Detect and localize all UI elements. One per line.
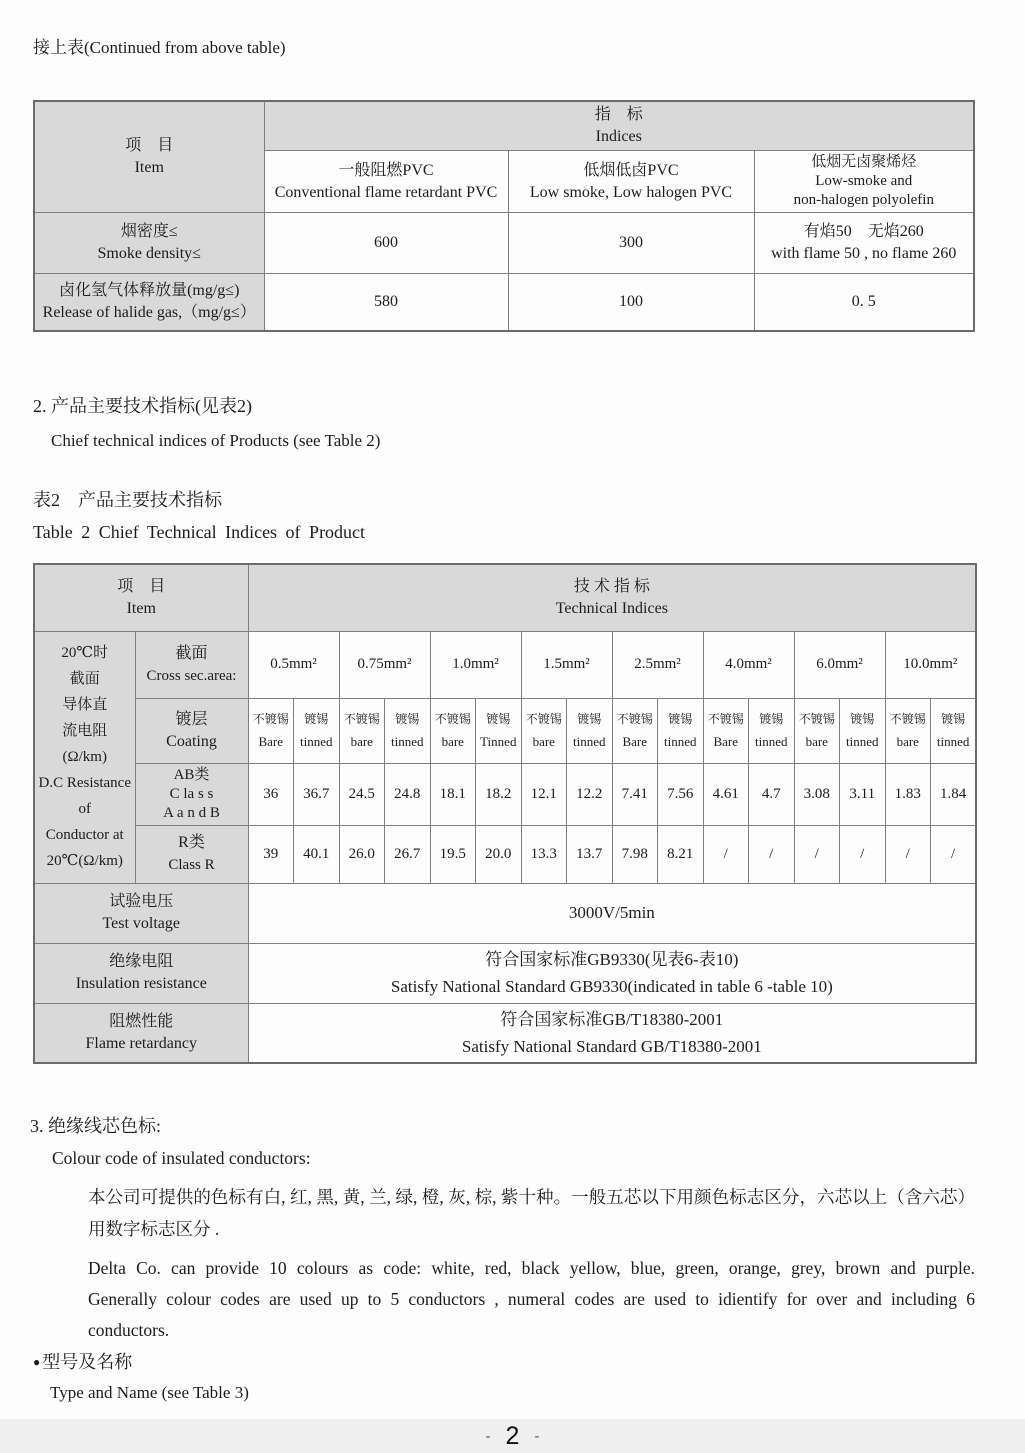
col0-zh: 一般阻燃PVC	[338, 161, 434, 179]
dc-line: D.C Resistance	[38, 775, 131, 791]
r-value: 26.7	[385, 825, 431, 883]
r-value: /	[794, 825, 840, 883]
section3-title-en: Colour code of insulated conductors:	[52, 1148, 311, 1168]
flame-value-cell	[248, 1003, 976, 1063]
indices-header-zh: 指 标	[594, 106, 643, 123]
ab-value: 1.84	[931, 763, 977, 825]
dc-line: 20℃时	[61, 645, 109, 661]
bullet-icon: ●	[33, 1355, 41, 1369]
ab-value: 18.2	[476, 763, 522, 825]
cross-sec-label-cell	[135, 631, 248, 698]
t2-tech-en: Technical Indices	[555, 599, 668, 617]
class-ab-row	[34, 763, 976, 825]
size-cell: 1.5mm²	[521, 631, 612, 698]
ab-value: 24.5	[339, 763, 385, 825]
ab-value: 4.61	[703, 763, 749, 825]
coating-cell: 镀锡 tinned	[840, 698, 886, 763]
size-cell: 6.0mm²	[794, 631, 885, 698]
col-low-smoke-pvc	[508, 151, 754, 213]
ab-value: 3.08	[794, 763, 840, 825]
dc-line: 流电阻	[62, 723, 108, 739]
item-header-cell	[34, 101, 264, 213]
class-ab-zh: AB类	[173, 766, 210, 783]
footer-dash-right: -	[534, 1427, 540, 1445]
section3-paragraph-zh: 本公司可提供的色标有白, 红, 黑, 黄, 兰, 绿, 橙, 灰, 棕, 紫十种。一般五芯以下用颜色标志区分，六芯以上（含六芯）用数字标志区分 .	[88, 1187, 975, 1239]
table2-caption-en: Table 2 Chief Technical Indices of Product	[33, 522, 366, 542]
section3-paragraph-en: Delta Co. can provide 10 colours as code: white, red, black yellow, blue, green, orange, grey, brown and purple. Generally colour codes are used up to 5 conductors , numeral codes are used to idientify for over and including 6 conductors.	[88, 1258, 975, 1340]
col-polyolefin	[754, 151, 974, 213]
technical-indices-table	[33, 563, 977, 1064]
t2-tech-header-cell	[248, 564, 976, 631]
continued-note: 接上表(Continued from above table)	[33, 38, 286, 57]
t2-item-zh: 项 目	[117, 577, 166, 595]
smoke-density-v3	[754, 213, 974, 274]
insulation-label-cell	[34, 943, 248, 1003]
section-3	[30, 1112, 975, 1346]
r-value: /	[931, 825, 977, 883]
r-value: /	[885, 825, 931, 883]
coating-cell: 不镀锡 Bare	[703, 698, 749, 763]
r-value: 8.21	[658, 825, 704, 883]
coating-cell: 不镀锡 Bare	[248, 698, 294, 763]
smoke-density-en: Smoke density≤	[97, 245, 201, 262]
class-ab-label-cell	[135, 763, 248, 825]
class-r-en: Class R	[168, 857, 215, 873]
r-value: 7.98	[612, 825, 658, 883]
class-r-zh: R类	[178, 834, 205, 851]
ab-value: 18.1	[430, 763, 476, 825]
r-value: /	[703, 825, 749, 883]
section2-title-en: Chief technical indices of Products (see Table 2)	[51, 431, 381, 450]
coating-cell: 镀锡 tinned	[749, 698, 795, 763]
r-value: 19.5	[430, 825, 476, 883]
ab-value: 7.56	[658, 763, 704, 825]
footer-page-number: 2	[505, 1421, 520, 1450]
section4-title-zh	[33, 1348, 249, 1374]
col2-en1: Low-smoke and	[815, 173, 913, 189]
dc-resistance-label-cell	[34, 631, 135, 883]
indices-header-row	[34, 101, 974, 151]
insulation-row	[34, 943, 976, 1003]
section-4	[33, 1348, 249, 1403]
r-value: 13.3	[521, 825, 567, 883]
coating-cell: 不镀锡 bare	[885, 698, 931, 763]
col1-en: Low smoke, Low halogen PVC	[529, 183, 733, 201]
coating-cell: 不镀锡 Bare	[612, 698, 658, 763]
section4-zh-text: 型号及名称	[42, 1352, 133, 1372]
halide-gas-label-cell	[34, 274, 264, 331]
r-value: 40.1	[294, 825, 340, 883]
size-cell: 2.5mm²	[612, 631, 703, 698]
r-value: 39	[248, 825, 294, 883]
class-ab-en2: A a n d B	[163, 804, 220, 821]
section2-title-zh: 2. 产品主要技术指标(见表2)	[33, 396, 252, 416]
table2-caption	[33, 486, 365, 543]
section-2	[33, 392, 380, 451]
indices-header-en: Indices	[595, 128, 642, 145]
smoke-density-zh: 烟密度≤	[120, 223, 178, 240]
ab-value: 36.7	[294, 763, 340, 825]
ab-value: 3.11	[840, 763, 886, 825]
dc-line: Conductor at	[45, 827, 124, 843]
halide-gas-v1: 580	[264, 274, 508, 331]
flame-zh: 阻燃性能	[109, 1012, 174, 1030]
col1-zh: 低烟低卤PVC	[583, 161, 679, 179]
ab-value: 24.8	[385, 763, 431, 825]
dc-line: 20℃(Ω/km)	[46, 853, 123, 869]
test-voltage-zh: 试验电压	[109, 893, 174, 910]
t2-tech-zh: 技 术 指 标	[573, 577, 650, 595]
r-value: 20.0	[476, 825, 522, 883]
flame-value-zh: 符合国家标准GB/T18380-2001	[500, 1009, 724, 1029]
smoke-density-row	[34, 213, 974, 274]
test-voltage-row	[34, 883, 976, 943]
item-header-en: Item	[134, 159, 164, 176]
r-value: 13.7	[567, 825, 613, 883]
insulation-en: Insulation resistance	[75, 975, 207, 992]
smoke-density-v1: 600	[264, 213, 508, 274]
coating-en: Coating	[166, 732, 217, 750]
halide-gas-v3: 0. 5	[754, 274, 974, 331]
col-conventional-pvc	[264, 151, 508, 213]
cross-sec-row	[34, 631, 976, 698]
class-r-row	[34, 825, 976, 883]
section4-title-en: Type and Name (see Table 3)	[50, 1383, 249, 1402]
flame-value-en: Satisfy National Standard GB/T18380-2001	[461, 1036, 762, 1056]
coating-cell: 不镀锡 bare	[521, 698, 567, 763]
insulation-value-en: Satisfy National Standard GB9330(indicated in table 6 -table 10)	[390, 977, 833, 996]
insulation-zh: 绝缘电阻	[109, 953, 174, 970]
coating-label-cell	[135, 698, 248, 763]
col2-zh: 低烟无卤聚烯烃	[811, 154, 917, 170]
flame-retardancy-row	[34, 1003, 976, 1063]
smoke-density-label-cell	[34, 213, 264, 274]
coating-cell: 镀锡 Tinned	[476, 698, 522, 763]
indices-header-cell	[264, 101, 974, 151]
t2-item-en: Item	[126, 599, 156, 617]
ab-value: 7.41	[612, 763, 658, 825]
insulation-value-zh: 符合国家标准GB9330(见表6-表10)	[485, 950, 739, 969]
halide-gas-en: Release of halide gas,（mg/g≤）	[42, 303, 256, 321]
coating-cell: 镀锡 tinned	[658, 698, 704, 763]
page-footer	[0, 1419, 1025, 1453]
test-voltage-label-cell	[34, 883, 248, 943]
item-header-zh: 项 目	[125, 137, 174, 154]
dc-line: (Ω/km)	[62, 749, 107, 765]
size-cell: 10.0mm²	[885, 631, 976, 698]
smoke-density-v3-zh: 有焰50 无焰260	[803, 223, 924, 240]
class-r-label-cell	[135, 825, 248, 883]
ab-value: 12.1	[521, 763, 567, 825]
size-cell: 0.5mm²	[248, 631, 339, 698]
coating-cell: 不镀锡 bare	[430, 698, 476, 763]
coating-row	[34, 698, 976, 763]
ab-value: 12.2	[567, 763, 613, 825]
t2-header-row	[34, 564, 976, 631]
dc-line: of	[78, 801, 91, 817]
coating-cell: 镀锡 tinned	[294, 698, 340, 763]
size-cell: 0.75mm²	[339, 631, 430, 698]
test-voltage-value: 3000V/5min	[248, 883, 976, 943]
smoke-density-v3-en: with flame 50 , no flame 260	[771, 245, 957, 262]
test-voltage-en: Test voltage	[102, 915, 181, 932]
dc-line: 截面	[69, 671, 100, 687]
ab-value: 1.83	[885, 763, 931, 825]
dc-line: 导体直	[62, 697, 108, 713]
halide-gas-v2: 100	[508, 274, 754, 331]
halide-gas-row	[34, 274, 974, 331]
t2-item-header-cell	[34, 564, 248, 631]
coating-cell: 镀锡 tinned	[567, 698, 613, 763]
cross-sec-zh: 截面	[175, 644, 208, 662]
flame-en: Flame retardancy	[85, 1034, 197, 1052]
col0-en: Conventional flame retardant PVC	[274, 183, 498, 201]
smoke-density-v2: 300	[508, 213, 754, 274]
cross-sec-en: Cross sec.area:	[146, 667, 237, 684]
coating-cell: 不镀锡 bare	[339, 698, 385, 763]
coating-cell: 不镀锡 bare	[794, 698, 840, 763]
table2-caption-zh: 表2 产品主要技术指标	[33, 490, 222, 510]
insulation-value-cell	[248, 943, 976, 1003]
size-cell: 1.0mm²	[430, 631, 521, 698]
section3-title-zh: 3. 绝缘线芯色标:	[30, 1116, 162, 1136]
r-value: /	[840, 825, 886, 883]
indices-table	[33, 100, 975, 332]
size-cell: 4.0mm²	[703, 631, 794, 698]
flame-label-cell	[34, 1003, 248, 1063]
halide-gas-zh: 卤化氢气体释放量(mg/g≤)	[59, 281, 240, 299]
class-ab-en1: C la s s	[169, 785, 214, 802]
col2-en2: non-halogen polyolefin	[793, 192, 934, 208]
coating-cell: 镀锡 tinned	[385, 698, 431, 763]
coating-zh: 镀层	[175, 710, 208, 728]
r-value: 26.0	[339, 825, 385, 883]
footer-dash-left: -	[485, 1427, 491, 1445]
ab-value: 4.7	[749, 763, 795, 825]
coating-cell: 镀锡 tinned	[931, 698, 977, 763]
r-value: /	[749, 825, 795, 883]
ab-value: 36	[248, 763, 294, 825]
